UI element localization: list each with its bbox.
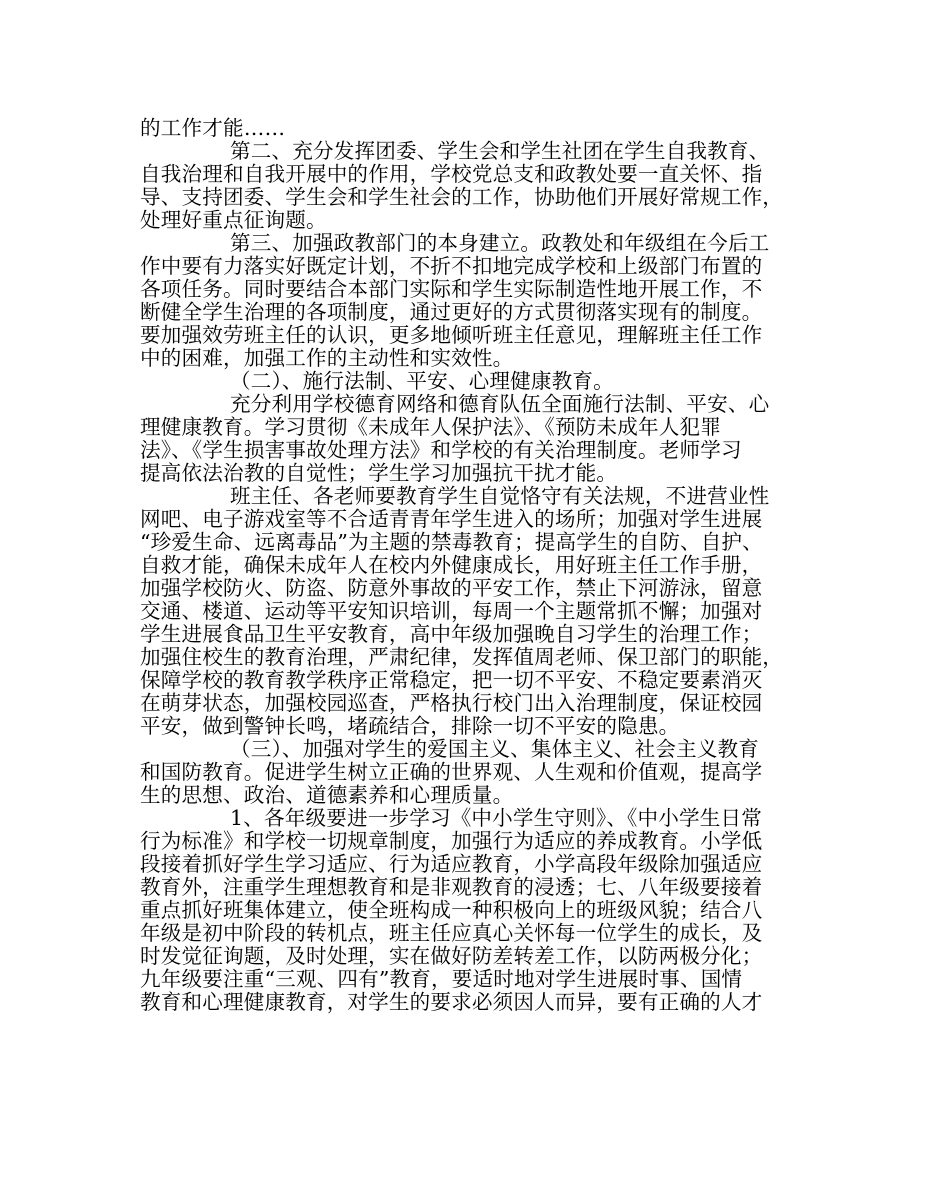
text-line: 法》、《学生损害事故处理方法》和学校的有关治理制度。老师学习 — [140, 438, 742, 462]
text-line: （二）、施行法制、平安、心理健康教育。 — [230, 369, 614, 393]
text-line: 行为标准》和学校一切规章制度，加强行为适应的养成教育。小学低 — [140, 829, 763, 853]
text-line: 处理好重点征询题。 — [140, 208, 327, 232]
text-line: 提高依法治教的自觉性；学生学习加强抗干扰才能。 — [140, 461, 618, 485]
text-line: （三）、加强对学生的爱国主义、集体主义、社会主义教育 — [230, 737, 760, 761]
text-line: 教育外，注重学生理想教育和是非观教育的浸透；七、八年级要接着 — [140, 875, 763, 899]
text-line: 要加强效劳班主任的认识，更多地倾听班主任意见，理解班主任工作 — [140, 323, 763, 347]
text-line: 网吧、电子游戏室等不合适青青年学生进入的场所；加强对学生进展 — [140, 507, 763, 531]
text-line: 中的困难，加强工作的主动性和实效性。 — [140, 346, 514, 370]
text-line: 第三、加强政教部门的本身建立。政教处和年级组在今后工 — [230, 231, 770, 255]
text-line: 作中要有力落实好既定计划，不折不扣地完成学校和上级部门布置的 — [140, 254, 763, 278]
text-line: 第二、充分发挥团委、学生会和学生社团在学生自我教育、 — [230, 139, 770, 163]
text-line: 时发觉征询题，及时处理，实在做好防差转差工作，以防两极分化； — [140, 944, 763, 968]
text-line: 生的思想、政治、道德素养和心理质量。 — [140, 783, 514, 807]
text-line: 在萌芽状态，加强校园巡查，严格执行校门出入治理制度，保证校园 — [140, 691, 763, 715]
text-line: 段接着抓好学生学习适应、行为适应教育，小学高段年级除加强适应 — [140, 852, 763, 876]
text-line: 交通、楼道、运动等平安知识培训，每周一个主题常抓不懈；加强对 — [140, 599, 763, 623]
text-line: 充分利用学校德育网络和德育队伍全面施行法制、平安、心 — [230, 392, 770, 416]
body-text — [140, 117, 830, 1014]
text-line: 各项任务。同时要结合本部门实际和学生实际制造性地开展工作，不 — [140, 277, 763, 301]
text-line: 和国防教育。促进学生树立正确的世界观、人生观和价值观，提高学 — [140, 760, 763, 784]
text-line: 断健全学生治理的各项制度，通过更好的方式贯彻落实现有的制度。 — [140, 300, 763, 324]
text-line: 教育和心理健康教育，对学生的要求必须因人而异，要有正确的人才 — [140, 990, 763, 1014]
text-line: 班主任、各老师要教育学生自觉恪守有关法规，不进营业性 — [230, 484, 770, 508]
text-line: 保障学校的教育教学秩序正常稳定，把一切不平安、不稳定要素消灭 — [140, 668, 763, 692]
text-line: 重点抓好班集体建立，使全班构成一种积极向上的班级风貌；结合八 — [140, 898, 763, 922]
text-line: 加强住校生的教育治理，严肃纪律，发挥值周老师、保卫部门的职能， — [140, 645, 784, 669]
text-line: 1、各年级要进一步学习《中小学生守则》、《中小学生日常 — [230, 806, 762, 830]
text-line: 年级是初中阶段的转机点，班主任应真心关怀每一位学生的成长，及 — [140, 921, 763, 945]
text-line: 加强学校防火、防盗、防意外事故的平安工作，禁止下河游泳，留意 — [140, 576, 763, 600]
text-line: “珍爱生命、远离毒品”为主题的禁毒教育；提高学生的自防、自护、 — [140, 530, 763, 554]
text-line: 九年级要注重“三观、四有”教育，要适时地对学生进展时事、国情 — [140, 967, 743, 991]
text-line: 学生进展食品卫生平安教育，高中年级加强晚自习学生的治理工作； — [140, 622, 763, 646]
text-line: 平安，做到警钟长鸣，堵疏结合，排除一切不平安的隐患。 — [140, 714, 680, 738]
text-line: 自救才能，确保未成年人在校内外健康成长，用好班主任工作手册， — [140, 553, 763, 577]
text-line: 的工作才能…… — [140, 116, 286, 140]
text-line: 自我治理和自我开展中的作用，学校党总支和政教处要一直关怀、指 — [140, 162, 763, 186]
text-line: 理健康教育。学习贯彻《未成年人保护法》、《预防未成年人犯罪 — [140, 415, 721, 439]
text-line: 导、支持团委、学生会和学生社会的工作，协助他们开展好常规工作， — [140, 185, 784, 209]
